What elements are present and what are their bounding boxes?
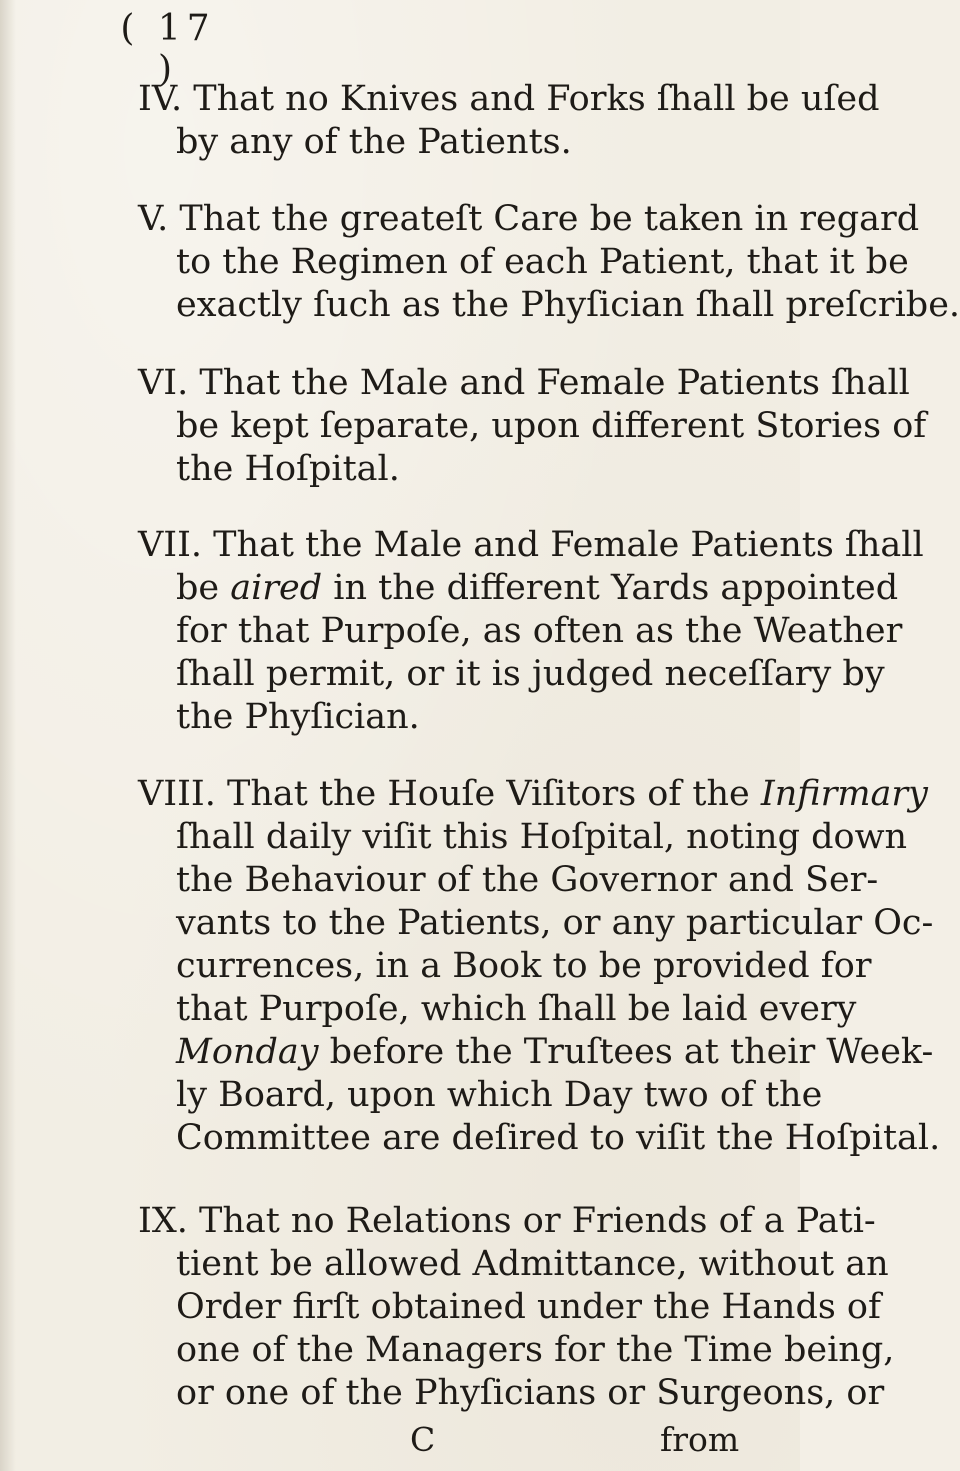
text-line: ſhall daily viſit this Hoſpital, noting down <box>176 817 908 857</box>
catchword: from <box>660 1420 740 1459</box>
italic-word: aired <box>230 568 323 608</box>
text-line <box>138 1031 934 1074</box>
italic-word: Monday <box>176 1032 319 1072</box>
text-line: VII. That the Male and Female Patients ſhall <box>138 525 924 565</box>
italic-word: Infirmary <box>760 774 928 814</box>
text-line: the Phyſician. <box>176 697 420 737</box>
text-line: vants to the Patients, or any particular Oc- <box>176 903 934 943</box>
paragraph-vii <box>138 524 924 739</box>
text-line: exactly ſuch as the Phyſician ſhall preſcribe. <box>176 285 960 325</box>
text-line: ſhall permit, or it is judged neceſſary by <box>176 654 885 694</box>
text-line: by any of the Patients. <box>176 122 572 162</box>
paragraph-iv <box>138 78 880 164</box>
paragraph-viii <box>138 773 941 1160</box>
text-line: VI. That the Male and Female Patients ſhall <box>138 363 910 403</box>
paragraph-ix <box>138 1200 895 1415</box>
text-run: be <box>176 568 231 608</box>
text-line: ly Board, upon which Day two of the <box>176 1075 823 1115</box>
text-line: for that Purpoſe, as often as the Weather <box>176 611 903 651</box>
page-edge-shadow <box>0 0 16 1471</box>
text-line <box>138 567 899 610</box>
paragraph-v <box>138 198 960 327</box>
text-line: currences, in a Book to be provided for <box>176 946 872 986</box>
text-run: VIII. That the Houſe Viſitors of the <box>138 774 761 814</box>
text-line <box>138 773 928 816</box>
page-number: ( 17 ) <box>120 8 216 90</box>
text-line: the Behaviour of the Governor and Ser- <box>176 860 879 900</box>
text-line: to the Regimen of each Patient, that it be <box>176 242 909 282</box>
paragraph-vi <box>138 362 927 491</box>
signature-mark: C <box>410 1420 436 1459</box>
text-line: that Purpoſe, which ſhall be laid every <box>176 989 857 1029</box>
text-line: IX. That no Relations or Friends of a Pati- <box>138 1201 876 1241</box>
text-line: IV. That no Knives and Forks ſhall be uſed <box>138 79 880 119</box>
text-line: tient be allowed Admittance, without an <box>176 1244 889 1284</box>
text-line: the Hoſpital. <box>176 449 400 489</box>
text-line: Order firſt obtained under the Hands of <box>176 1287 881 1327</box>
text-line: one of the Managers for the Time being, <box>176 1330 895 1370</box>
text-run: before the Truſtees at their Week- <box>318 1032 934 1072</box>
text-line: or one of the Phyſicians or Surgeons, or <box>176 1373 885 1413</box>
text-line: be kept ſeparate, upon different Stories of <box>176 406 927 446</box>
text-run: in the different Yards appointed <box>322 568 899 608</box>
text-line: Committee are deſired to viſit the Hoſpital. <box>176 1118 941 1158</box>
text-line: V. That the greateſt Care be taken in regard <box>138 199 920 239</box>
